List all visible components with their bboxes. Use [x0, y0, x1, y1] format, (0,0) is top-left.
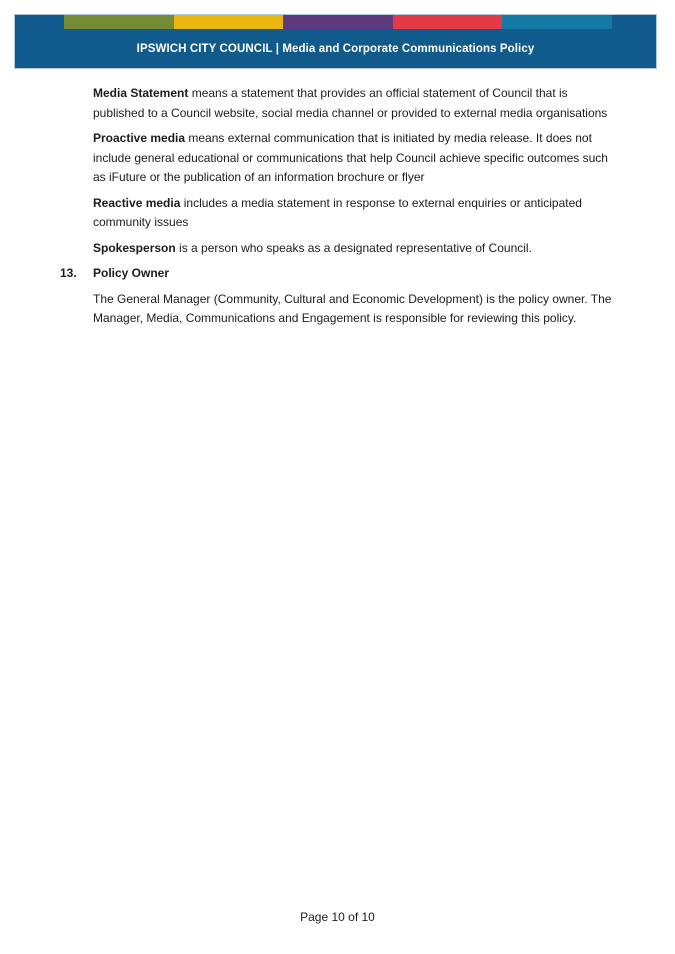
definition-term: Spokesperson	[93, 240, 176, 255]
header-title: IPSWICH CITY COUNCIL | Media and Corporate Communications Policy	[136, 42, 535, 55]
section-number: 13.	[60, 266, 77, 280]
document-body	[60, 84, 614, 329]
brand-bar-teal	[502, 15, 612, 29]
definition-media-statement	[93, 84, 614, 123]
definition-term: Proactive media	[93, 131, 186, 145]
brand-bar-yellow	[174, 15, 284, 29]
section-body-policy-owner: The General Manager (Community, Cultural and Economic Development) is the policy owner. The Manager, Media, Communications and Engagement is responsible for reviewing this policy.	[93, 291, 612, 325]
definition-proactive-media	[93, 129, 614, 188]
section-heading-policy-owner	[60, 264, 614, 284]
brand-bar-olive	[64, 15, 174, 29]
definition-text: includes a media statement in response to external enquiries or anticipated community issues	[93, 195, 582, 229]
section-heading-label: Policy Owner	[93, 266, 170, 280]
definition-reactive-media	[93, 194, 614, 233]
brand-bar-purple	[283, 15, 393, 29]
definition-term: Media Statement	[93, 86, 189, 100]
definition-text: is a person who speaks as a designated representative of Council.	[175, 240, 532, 255]
definition-text: means external communication that is initiated by media release. It does not include general educational or communications that help Council achieve specific outcomes such as iFuture or the publication of an information brochure or flyer	[93, 131, 608, 184]
definition-spokesperson	[93, 239, 614, 259]
header-band	[15, 15, 656, 68]
definition-term: Reactive media	[93, 195, 181, 210]
page-footer: Page 10 of 10	[300, 910, 375, 924]
brand-bar-red	[393, 15, 503, 29]
brand-color-bars	[64, 15, 612, 29]
definition-text: means a statement that provides an official statement of Council that is published to a Council website, social media channel or provided to external media organisations	[93, 86, 608, 120]
